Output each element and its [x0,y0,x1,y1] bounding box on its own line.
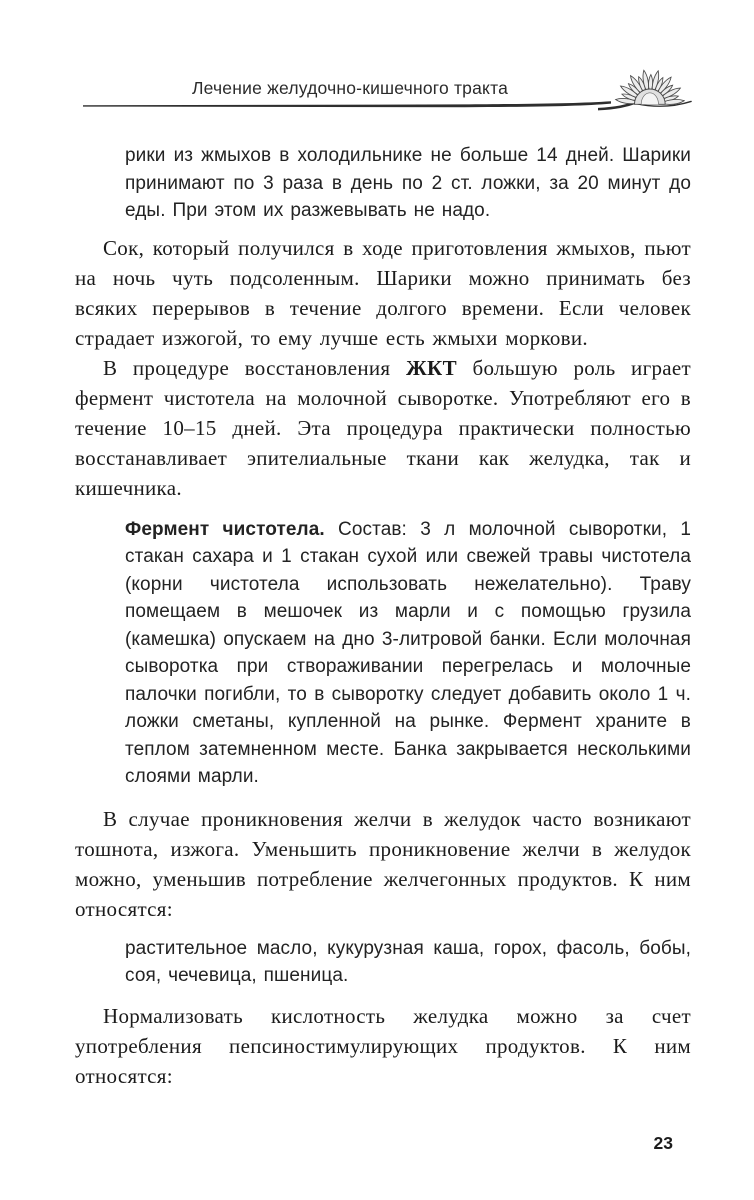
running-header-title: Лечение желудочно-кишечного тракта [191,78,509,98]
ferment-recipe-block [125,516,691,791]
paragraph-juice: Сок, который получился в ходе приготовления жмыхов, пьют на ночь чуть подсоленным. Шарики можно принимать без всяких перерывов в течение долгого времени. Если человек страдает изжогой, то ему лучше есть жмыхи моркови. [75,235,691,350]
header-rule [83,100,613,110]
ferment-recipe-title: Фермент чистотела. [125,518,325,540]
page-body [75,142,691,1091]
ferment-recipe-text: Состав: 3 л молочной сыворотки, 1 стакан сахара и 1 стакан сухой или свежей травы чистотела (корни чистотела использовать нежелательно). Траву помещаем в мешочек из марли и с помощью грузила (камешка) опускаем на дно 3-литровой банки. Если молочная сыворотка при створаживании перегрелась и молочные палочки погибли, то в сыворотку следует добавить около 1 ч. ложки сметаны, купленной на рынке. Фермент храните в теплом затемненном месте. Банка закрывается несколькими слоями марли. [125,518,692,787]
paragraph-zhkt-before: В процедуре восстановления [103,355,406,380]
page-number: 23 [653,1133,673,1153]
paragraph-acidity: Нормализовать кислотность желудка можно за счет употребления пепсиностимулирующих продуктов. К ним относятся: [75,1003,691,1088]
continuation-recipe-block: рики из жмыхов в холодильнике не больше 14 дней. Шарики принимают по 3 раза в день по 2 ст. ложки, за 20 минут до еды. При этом их разжевывать не надо. [125,145,691,221]
sunflower-icon [598,60,694,116]
paragraph-bile: В случае проникновения желчи в желудок часто возникают тошнота, изжога. Уменьшить проникновение желчи в желудок можно, уменьшив потребление желчегонных продуктов. К ним относятся: [75,806,691,921]
paragraph-zhkt [75,353,691,503]
cholagogue-products-list: растительное масло, кукурузная каша, горох, фасоль, бобы, соя, чечевица, пшеница. [125,937,691,986]
zhkt-abbreviation: ЖКТ [405,355,457,380]
paragraph-zhkt-after: большую роль играет фермент чистотела на молочной сыворотке. Употребляют его в течение 10–15 дней. Эта процедура практически полностью восстанавливает эпителиальные ткани как желудка, так и кишечника. [75,355,691,500]
